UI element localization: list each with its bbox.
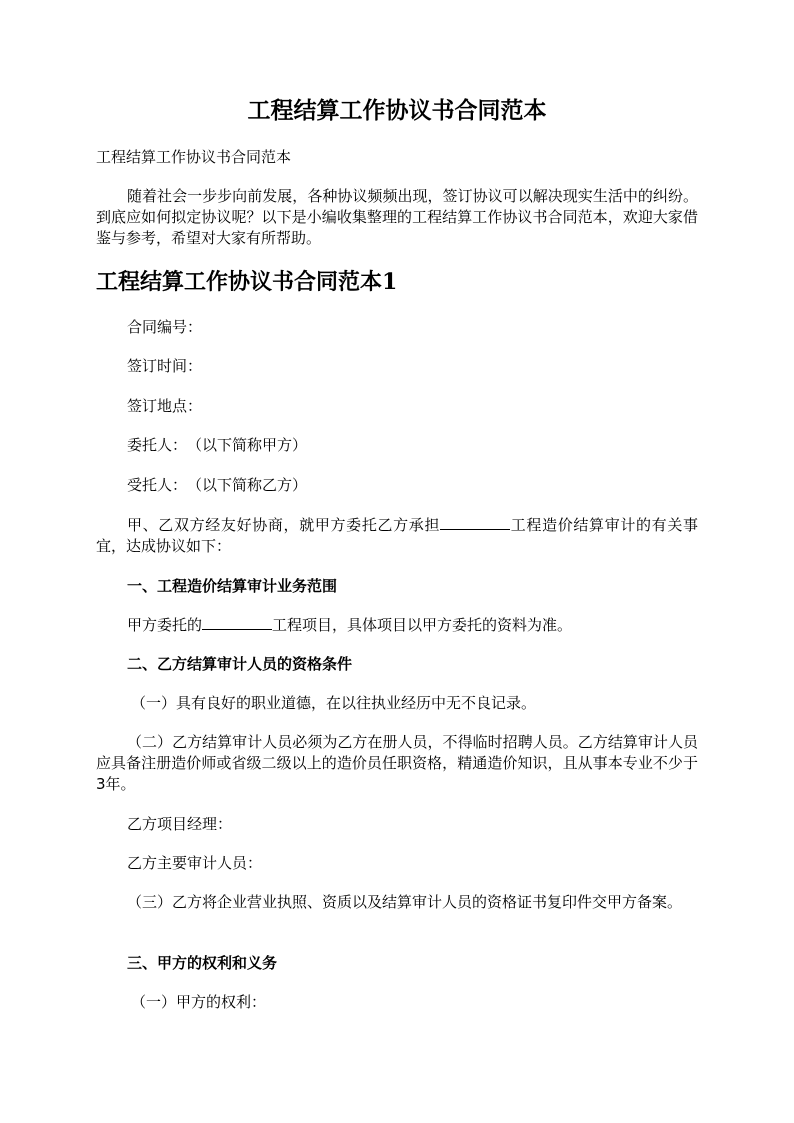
section-1-text-a: 甲方委托的 [127, 616, 203, 634]
main-auditors-field: 乙方主要审计人员： [127, 854, 263, 872]
section-1-text [127, 614, 572, 636]
section-2-item-2: （二）乙方结算审计人员必须为乙方在册人员，不得临时招聘人员。乙方结算审计人员应具备注册造价师或省级二级以上的造价员任职资格，精通造价知识，且从事本专业不少于3年。 [96, 733, 698, 793]
document-title: 工程结算工作协议书合同范本 [247, 97, 547, 124]
client-field: 委托人： （以下简称甲方） [127, 436, 308, 454]
section-2-title: 二、乙方结算审计人员的资格条件 [127, 655, 353, 673]
project-manager-field: 乙方项目经理： [127, 815, 233, 833]
project-name-blank [202, 615, 272, 630]
trustee-field: 受托人： （以下简称乙方） [127, 476, 308, 494]
document-subtitle: 工程结算工作协议书合同范本 [96, 148, 292, 166]
section-heading: 工程结算工作协议书合同范本1 [96, 269, 398, 295]
agreement-paragraph [96, 515, 698, 557]
project-blank [440, 515, 510, 530]
section-1-title: 一、工程造价结算审计业务范围 [127, 577, 338, 595]
section-3-item-1: （一）甲方的权利： [131, 993, 267, 1011]
intro-paragraph: 随着社会一步步向前发展，各种协议频频出现，签订协议可以解决现实生活中的纠纷。到底应如何拟定协议呢？以下是小编收集整理的工程结算工作协议书合同范本，欢迎大家借鉴与参考，希望对大家有所帮助。 [96, 187, 698, 247]
section-1-text-b: 工程项目，具体项目以甲方委托的资料为准。 [272, 616, 573, 634]
contract-number-field: 合同编号： [127, 318, 203, 336]
section-2-item-3: （三）乙方将企业营业执照、资质以及结算审计人员的资格证书复印件交甲方备案。 [127, 893, 683, 911]
agreement-text-a: 甲、乙双方经友好协商，就甲方委托乙方承担 [127, 516, 441, 534]
agreement-text-b: 工程造价结算审计的有关事宜，达成协议如下： [96, 516, 698, 555]
section-2-item-1: （一）具有良好的职业道德，在以往执业经历中无不良记录。 [131, 694, 537, 712]
sign-place-field: 签订地点： [127, 397, 203, 415]
section-3-title: 三、甲方的权利和义务 [127, 954, 278, 972]
sign-time-field: 签订时间： [127, 357, 203, 375]
